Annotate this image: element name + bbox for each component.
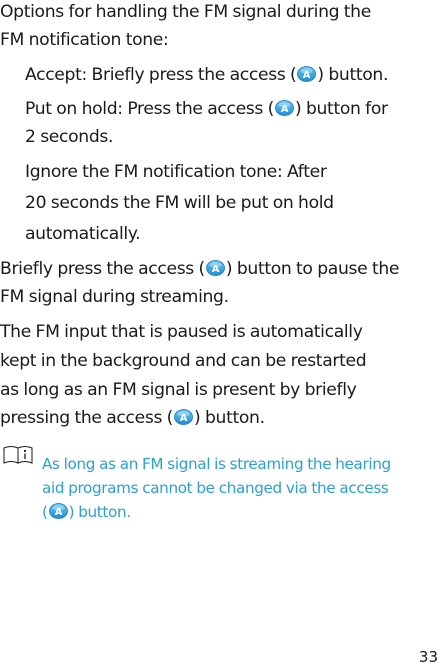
option-hold-line-2: 2 seconds. xyxy=(25,127,114,147)
option-ignore-line-1: Ignore the FM notification tone: After xyxy=(25,162,327,182)
access-button-letter: A xyxy=(303,70,311,81)
option-hold xyxy=(25,98,388,120)
info-icon xyxy=(3,444,33,464)
option-ignore-line-3: automatically. xyxy=(25,224,141,244)
resume-line-4 xyxy=(0,407,265,429)
option-accept xyxy=(25,64,388,86)
access-button-icon xyxy=(275,100,294,116)
option-accept-text: Accept: Briefly press the access ( xyxy=(25,65,297,85)
resume-text-end: ) button. xyxy=(194,408,265,428)
access-button-letter: A xyxy=(280,104,289,115)
option-hold-text: Put on hold: Press the access ( xyxy=(25,99,274,119)
note-line-3 xyxy=(42,502,131,522)
access-button-letter: A xyxy=(211,264,220,275)
pause-text: Briefly press the access ( xyxy=(0,259,205,279)
resume-line-1: The FM input that is paused is automatically xyxy=(0,322,363,342)
pause-line-1 xyxy=(0,258,399,280)
access-button-icon xyxy=(174,409,193,425)
note-text: ( xyxy=(42,503,48,521)
access-button-letter: A xyxy=(54,507,62,518)
resume-line-2: kept in the background and can be restarted xyxy=(0,351,367,371)
pause-line-2: FM signal during streaming. xyxy=(0,287,229,307)
option-hold-text-end: ) button for xyxy=(294,99,388,119)
note-line-1: As long as an FM signal is streaming the hearing xyxy=(42,455,391,473)
access-button-icon xyxy=(49,503,68,519)
option-accept-text-end: ) button. xyxy=(317,65,389,85)
intro-line-1: Options for handling the FM signal during the xyxy=(0,2,371,22)
resume-line-3: as long as an FM signal is present by briefly xyxy=(0,380,357,400)
option-ignore-line-2: 20 seconds the FM will be put on hold xyxy=(25,193,334,213)
access-button-letter: A xyxy=(179,413,188,424)
note-line-2: aid programs cannot be changed via the access xyxy=(42,479,389,497)
access-button-icon xyxy=(297,66,316,82)
note-text-end: ) button. xyxy=(68,503,131,521)
resume-text: pressing the access ( xyxy=(0,408,174,428)
intro-line-2: FM notification tone: xyxy=(0,30,169,50)
pause-text-end: ) button to pause the xyxy=(225,259,400,279)
access-button-icon xyxy=(206,260,225,276)
page-number: 33 xyxy=(418,648,438,666)
